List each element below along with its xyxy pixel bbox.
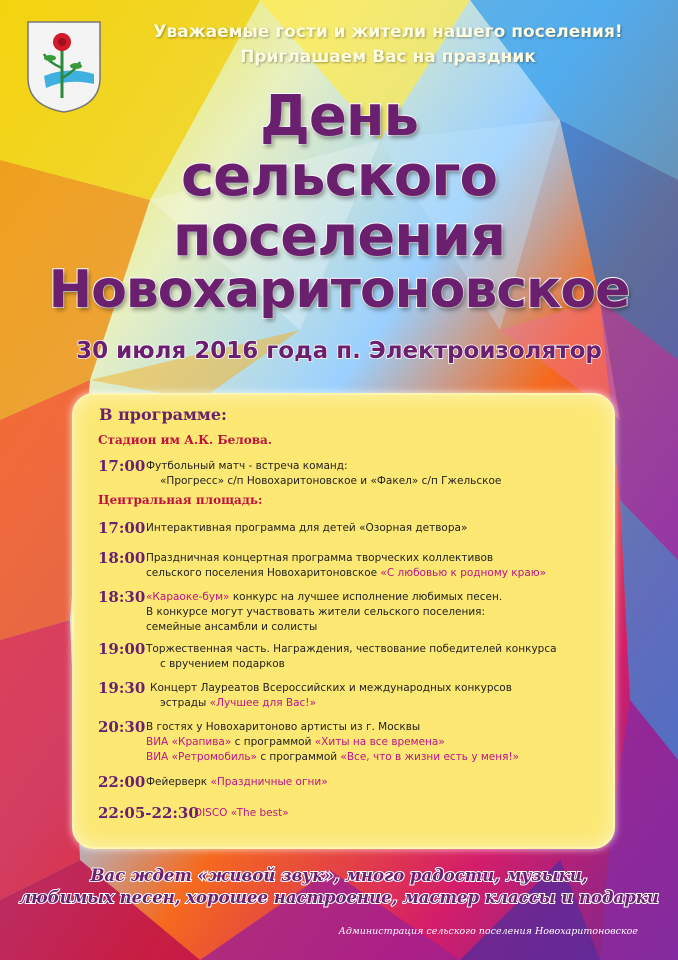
section-central-square: Центральная площадь: (98, 493, 263, 507)
program-time: 22:05-22:30 (98, 804, 199, 822)
title-line-3: поселения (172, 204, 506, 269)
footer-line-1: Вас ждет «живой звук», много радости, музыки, (90, 866, 588, 885)
program-text: Интерактивная программа для детей «Озорная детвора» (146, 522, 468, 534)
program-time: 22:00 (98, 773, 146, 791)
footer-line-2: любимых песен, хорошее настроение, мастер классы и подарки (19, 888, 659, 907)
program-time: 18:30 (98, 588, 146, 606)
greeting-line-2: Приглашаем Вас на праздник (240, 47, 536, 67)
program-text: ВИА «Ретромобиль» с программой «Все, что в жизни есть у меня!» (146, 751, 520, 763)
program-text: Праздничная концертная программа творческих коллективов (146, 552, 494, 564)
program-heading: В программе: (99, 405, 227, 424)
title-line-1: День (260, 84, 418, 149)
program-text: Фейерверк «Праздничные огни» (146, 776, 328, 788)
program-text: эстрады «Лучшее для Вас!» (160, 697, 316, 709)
program-text: DISCO «The best» (194, 807, 289, 819)
program-text: с вручением подарков (160, 658, 285, 670)
program-time: 17:00 (98, 519, 146, 537)
title-line-4: Новохаритоновское (48, 260, 630, 320)
event-date-place: 30 июля 2016 года п. Электроизолятор (76, 338, 602, 364)
program-panel (72, 393, 615, 849)
program-time: 20:30 (98, 718, 146, 736)
title-line-2: сельского (180, 144, 497, 209)
program-time: 19:00 (98, 640, 146, 658)
program-text: В гостях у Новохаритоново артисты из г. Москвы (146, 721, 421, 733)
program-text: Торжественная часть. Награждения, чествование победителей конкурса (146, 643, 557, 655)
program-text: семейные ансамбли и солисты (146, 621, 318, 633)
program-text: сельского поселения Новохаритоновское «С любовью к родному краю» (146, 567, 547, 579)
program-time: 17:00 (98, 457, 146, 475)
program-text: Футбольный матч - встреча команд: (146, 460, 348, 472)
program-text: «Караоке-бум» конкурс на лучшее исполнение любимых песен. (146, 591, 503, 603)
program-text: «Прогресс» с/п Новохаритоновское и «Факел» с/п Гжельское (160, 475, 502, 487)
greeting-line-1: Уважаемые гости и жители нашего поселения! (153, 22, 623, 42)
program-time: 18:00 (98, 549, 146, 567)
program-text: ВИА «Крапива» с программой «Хиты на все времена» (146, 736, 445, 748)
administration-signature: Администрация сельского поселения Новохаритоновское (338, 926, 638, 937)
program-time: 19:30 (98, 679, 146, 697)
section-stadium: Стадион им А.К. Белова. (98, 433, 272, 447)
program-text: В конкурсе могут участвовать жители сельского поселения: (146, 606, 486, 618)
program-text: Концерт Лауреатов Всероссийских и международных конкурсов (150, 682, 512, 694)
